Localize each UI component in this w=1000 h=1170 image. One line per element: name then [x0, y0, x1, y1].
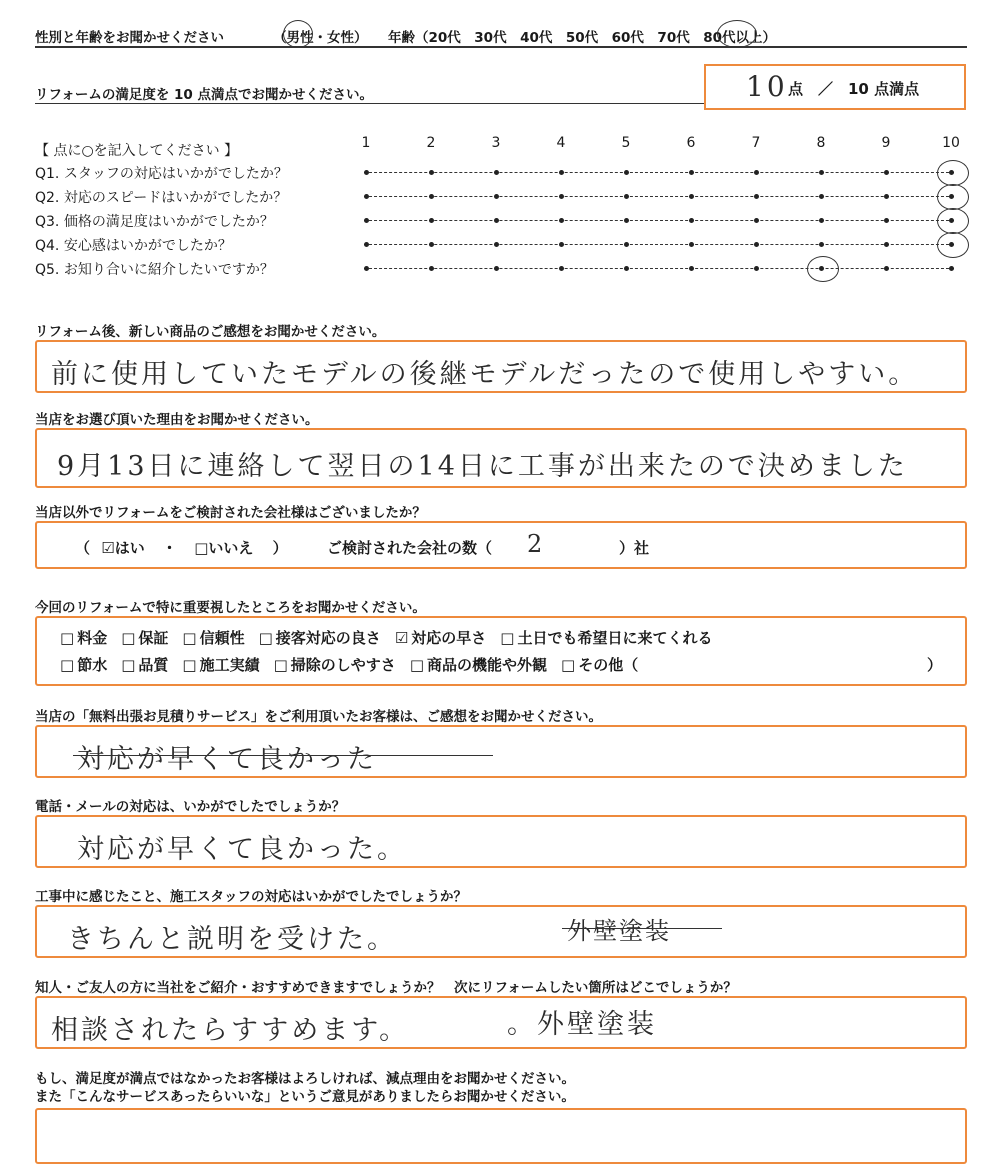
priority-checkbox[interactable]: □	[60, 656, 75, 674]
scale-point-q4-2[interactable]	[429, 242, 434, 247]
scale-point-q3-4[interactable]	[559, 218, 564, 223]
reason-label: 当店をお選び頂いた理由をお聞かせください。	[35, 412, 319, 428]
priority-checkbox[interactable]: □	[273, 656, 288, 674]
scale-point-q4-1[interactable]	[364, 242, 369, 247]
scale-point-q4-8[interactable]	[819, 242, 824, 247]
no-checkbox[interactable]: □	[194, 539, 209, 557]
impression-answer: 前に使用していたモデルの後継モデルだったので使用しやすい。	[51, 359, 919, 390]
scale-point-q3-9[interactable]	[884, 218, 889, 223]
age-selection-circle	[717, 20, 757, 48]
scale-point-q2-6[interactable]	[689, 194, 694, 199]
priority-option[interactable]	[182, 627, 244, 648]
priority-option-label: 料金	[77, 629, 108, 647]
close-paren: ）	[272, 539, 288, 557]
priority-option-label: 保証	[138, 629, 169, 647]
yes-checkbox[interactable]: ☑	[101, 539, 115, 557]
priority-option[interactable]	[561, 654, 638, 675]
priority-option[interactable]	[259, 627, 381, 648]
scale-number-10: 10	[942, 135, 960, 151]
estimate-label: 当店の「無料出張お見積りサービス」をご利用頂いたお客様は、ご感想をお聞かせください。	[35, 709, 602, 725]
scale-point-q3-8[interactable]	[819, 218, 824, 223]
open-paren: （	[75, 539, 91, 557]
contact-box[interactable]	[35, 815, 967, 868]
scale-point-q5-7[interactable]	[754, 266, 759, 271]
scale-number-5: 5	[621, 135, 631, 151]
contact-label: 電話・メールの対応は、いかがでしたでしょうか？	[35, 799, 346, 815]
gender-age-label: 性別と年齢をお聞かせください	[35, 30, 224, 46]
priority-option-label: 土日でも希望日に来てくれる	[517, 629, 713, 647]
scale-number-4: 4	[556, 135, 566, 151]
scale-point-q5-6[interactable]	[689, 266, 694, 271]
priority-option[interactable]	[60, 627, 107, 648]
priority-option-label: 品質	[138, 656, 169, 674]
scale-point-q3-1[interactable]	[364, 218, 369, 223]
other-company-box	[35, 521, 967, 569]
gender-selection-circle	[283, 20, 313, 48]
scale-point-q2-3[interactable]	[494, 194, 499, 199]
scale-point-q2-7[interactable]	[754, 194, 759, 199]
construction-struck-text: 外壁塗装	[567, 917, 671, 945]
question-scale-line-4	[364, 244, 954, 245]
question-scale-line-1	[364, 172, 954, 173]
other-company-answer-row	[75, 537, 288, 558]
priority-option[interactable]	[500, 627, 712, 648]
scale-point-q5-1[interactable]	[364, 266, 369, 271]
scale-point-q4-4[interactable]	[559, 242, 564, 247]
priority-checkbox[interactable]: □	[121, 629, 136, 647]
scale-number-3: 3	[491, 135, 501, 151]
priority-checkbox[interactable]: □	[409, 656, 424, 674]
scale-point-q3-2[interactable]	[429, 218, 434, 223]
question-label-1: Q1. スタッフの対応はいかがでしたか？	[35, 166, 288, 182]
priority-option-label: 対応の早さ	[411, 629, 487, 647]
priority-checkbox[interactable]: □	[182, 656, 197, 674]
other-close-paren: ）	[927, 656, 943, 674]
answer-circle-q4	[937, 232, 969, 258]
age-options: 年齢（20代 30代 40代 50代 60代 70代 80代以上）	[388, 30, 777, 46]
priority-option[interactable]	[410, 654, 547, 675]
priority-checkbox[interactable]: □	[60, 629, 75, 647]
priorities-label: 今回のリフォームで特に重要視したところをお聞かせください。	[35, 600, 426, 616]
priority-checkbox[interactable]: □	[182, 629, 197, 647]
scale-point-q1-4[interactable]	[559, 170, 564, 175]
score-box	[704, 64, 966, 110]
feedback-label-2: また「こんなサービスあったらいいな」というご意見がありましたらお聞かせください。	[35, 1089, 575, 1105]
scale-point-q1-7[interactable]	[754, 170, 759, 175]
header-rule	[35, 46, 967, 48]
priority-option[interactable]	[121, 627, 168, 648]
scale-point-q4-5[interactable]	[624, 242, 629, 247]
impression-box[interactable]	[35, 340, 967, 393]
no-label: いいえ	[208, 539, 254, 557]
priority-checkbox[interactable]: □	[121, 656, 136, 674]
estimate-answer: 対応が早くて良かった	[77, 744, 377, 775]
scale-point-q4-3[interactable]	[494, 242, 499, 247]
priorities-row-1	[60, 627, 726, 648]
recommend-box[interactable]	[35, 996, 967, 1049]
priority-option-label: 施工実績	[199, 656, 260, 674]
scale-point-q1-1[interactable]	[364, 170, 369, 175]
scale-point-q2-1[interactable]	[364, 194, 369, 199]
scale-number-8: 8	[816, 135, 826, 151]
rating-instruction: 【 点に○を記入してください 】	[35, 143, 239, 159]
scale-point-q1-2[interactable]	[429, 170, 434, 175]
feedback-label-1: もし、満足度が満点ではなかったお客様はよろしければ、減点理由をお聞かせください。	[35, 1071, 575, 1087]
score-suffix: 点 ／ 10 点満点	[788, 80, 920, 98]
scale-number-2: 2	[426, 135, 436, 151]
construction-answer: きちんと説明を受けた。	[67, 924, 397, 955]
scale-point-q3-5[interactable]	[624, 218, 629, 223]
scale-point-q4-9[interactable]	[884, 242, 889, 247]
priority-option-label: 信頼性	[199, 629, 245, 647]
construction-strikethrough	[562, 928, 722, 929]
scale-point-q2-9[interactable]	[884, 194, 889, 199]
scale-point-q5-2[interactable]	[429, 266, 434, 271]
question-scale-line-5	[364, 268, 954, 269]
feedback-box[interactable]	[35, 1108, 967, 1164]
scale-point-q3-7[interactable]	[754, 218, 759, 223]
reason-answer: 9月13日に連絡して翌日の14日に工事が出来たので決めました	[57, 451, 908, 482]
scale-number-6: 6	[686, 135, 696, 151]
question-label-2: Q2. 対応のスピードはいかがでしたか？	[35, 190, 288, 206]
scale-point-q5-4[interactable]	[559, 266, 564, 271]
scale-point-q2-2[interactable]	[429, 194, 434, 199]
recommend-answer: 相談されたらすすめます。	[51, 1015, 410, 1046]
satisfaction-rule	[35, 103, 705, 104]
answer-circle-q5	[807, 256, 839, 282]
scale-point-q5-5[interactable]	[624, 266, 629, 271]
priority-option-label: 節水	[77, 656, 108, 674]
company-count-suffix: ）社	[619, 539, 650, 557]
company-count-label: ご検討された会社の数（	[327, 539, 493, 557]
scale-point-q2-8[interactable]	[819, 194, 824, 199]
gender-options: （男性・女性）	[273, 30, 368, 46]
priority-option[interactable]	[274, 654, 396, 675]
scale-point-q1-9[interactable]	[884, 170, 889, 175]
scale-point-q1-5[interactable]	[624, 170, 629, 175]
company-count-value: 2	[527, 530, 545, 558]
question-label-4: Q4. 安心感はいかがでしたか？	[35, 238, 232, 254]
scale-point-q4-6[interactable]	[689, 242, 694, 247]
priority-checkbox[interactable]: ☑	[394, 629, 409, 647]
scale-point-q3-6[interactable]	[689, 218, 694, 223]
priority-option[interactable]	[60, 654, 107, 675]
scale-point-q5-9[interactable]	[884, 266, 889, 271]
scale-point-q5-10[interactable]	[949, 266, 954, 271]
priority-option-label: 掃除のしやすさ	[290, 656, 396, 674]
other-company-label: 当店以外でリフォームをご検討された会社様はございましたか？	[35, 505, 426, 521]
scale-point-q5-3[interactable]	[494, 266, 499, 271]
priority-option[interactable]	[121, 654, 168, 675]
scale-point-q3-3[interactable]	[494, 218, 499, 223]
estimate-strikethrough	[73, 755, 493, 756]
next-reform-answer: 。外壁塗装	[507, 1009, 657, 1040]
priority-checkbox[interactable]: □	[258, 629, 273, 647]
question-label-3: Q3. 価格の満足度はいかがでしたか？	[35, 214, 274, 230]
impression-label: リフォーム後、新しい商品のご感想をお聞かせください。	[35, 324, 386, 340]
scale-point-q1-8[interactable]	[819, 170, 824, 175]
priority-checkbox[interactable]: □	[500, 629, 515, 647]
priority-option[interactable]	[182, 654, 259, 675]
scale-number-7: 7	[751, 135, 761, 151]
estimate-box[interactable]	[35, 725, 967, 778]
reason-box[interactable]	[35, 428, 967, 488]
priority-option[interactable]	[395, 627, 486, 648]
scale-point-q1-3[interactable]	[494, 170, 499, 175]
scale-point-q1-6[interactable]	[689, 170, 694, 175]
construction-box[interactable]	[35, 905, 967, 958]
answer-circle-q3	[937, 208, 969, 234]
scale-number-1: 1	[361, 135, 371, 151]
scale-point-q2-5[interactable]	[624, 194, 629, 199]
priorities-row-2	[60, 654, 652, 675]
yes-label: はい	[114, 539, 145, 557]
answer-circle-q1	[937, 160, 969, 186]
priority-checkbox[interactable]: □	[561, 656, 576, 674]
recommend-label: 知人・ご友人の方に当社をご紹介・おすすめできますでしょうか？ 次にリフォームしたい箇所はどこでしょうか？	[35, 980, 737, 996]
scale-point-q2-4[interactable]	[559, 194, 564, 199]
scale-number-9: 9	[881, 135, 891, 151]
score-handwritten: 10	[746, 70, 788, 103]
question-scale-line-2	[364, 196, 954, 197]
priority-option-label: その他（	[578, 656, 639, 674]
answer-circle-q2	[937, 184, 969, 210]
priority-option-label: 商品の機能や外観	[427, 656, 548, 674]
satisfaction-label: リフォームの満足度を 10 点満点でお聞かせください。	[35, 87, 374, 103]
question-label-5: Q5. お知り合いに紹介したいですか？	[35, 262, 274, 278]
contact-answer: 対応が早くて良かった。	[77, 834, 407, 865]
construction-label: 工事中に感じたこと、施工スタッフの対応はいかがでしたでしょうか？	[35, 889, 467, 905]
question-scale-line-3	[364, 220, 954, 221]
choice-separator: ・	[161, 539, 177, 557]
scale-point-q4-7[interactable]	[754, 242, 759, 247]
priority-option-label: 接客対応の良さ	[275, 629, 381, 647]
